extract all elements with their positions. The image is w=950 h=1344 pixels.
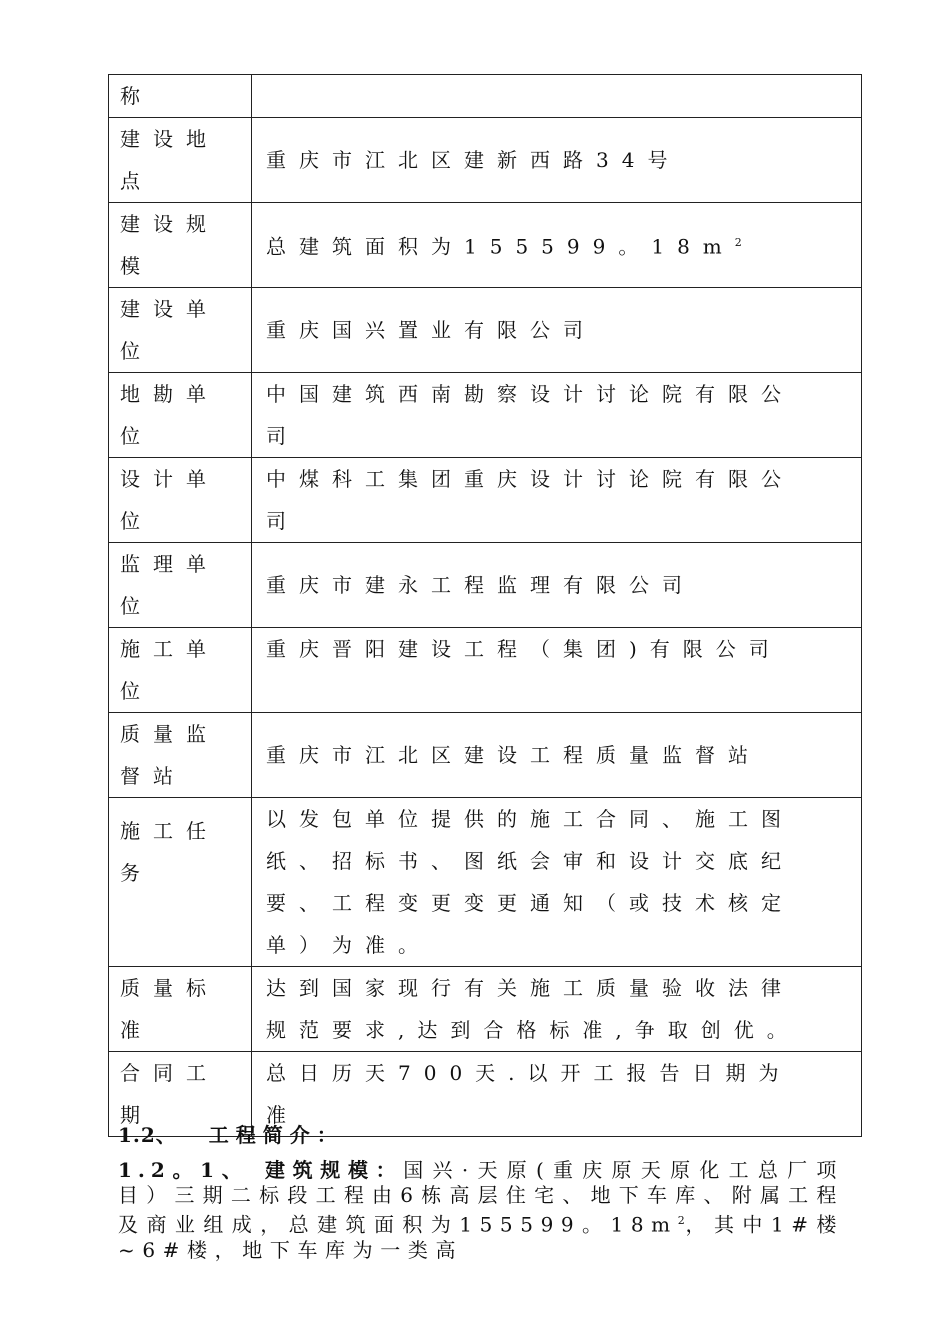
table-row [109,288,862,373]
row-value: 中煤科工集团重庆设计讨论院有限公司 [252,458,862,543]
row-value: 中国建筑西南勘察设计讨论院有限公司 [252,373,862,458]
table-row [109,458,862,543]
row-value [252,75,862,118]
row-label: 施工任务 [109,798,252,967]
section-number: 1.2、 [118,1123,177,1147]
area-unit-superscript: 2 [677,1214,685,1227]
row-value: 总日历天700天.以开工报告日期为准 [252,1052,862,1137]
row-label: 建设单位 [109,288,252,373]
paragraph-text-continued: ，其中1#楼~6#楼，地下车库为一类高 [118,1212,844,1262]
row-value [252,203,862,288]
subsection-title: 建筑规模： [264,1158,404,1182]
row-label: 质量标准 [109,967,252,1052]
row-value: 重庆晋阳建设工程（集团)有限公司 [252,628,862,713]
area-unit-superscript: 2 [734,236,742,250]
row-label: 监理单位 [109,543,252,628]
row-label: 称 [109,75,252,118]
subsection-number: 1.2。1、 [118,1158,250,1182]
project-info-table [108,74,862,1137]
table-row [109,798,862,967]
row-value: 重庆市江北区建设工程质量监督站 [252,713,862,798]
table-row [109,373,862,458]
row-value: 重庆市江北区建新西路34号 [252,118,862,203]
section-heading [118,1120,344,1150]
table-row [109,543,862,628]
row-value: 以发包单位提供的施工合同、施工图纸、招标书、图纸会审和设计交底纪要、工程变更变更通知（或技术核定单）为准。 [252,798,862,967]
row-label: 质量监督站 [109,713,252,798]
row-label: 建设地点 [109,118,252,203]
building-area-text: 总建筑面积为155599。18m [266,234,735,259]
row-value: 重庆市建永工程监理有限公司 [252,543,862,628]
row-label: 建设规模 [109,203,252,288]
paragraph-text: 国兴·天原(重庆原天原化工总厂项目）三期二标段工程由6栋高层住宅、地下车库、附属工程及商业组成，总建筑面积为155599。18m [118,1158,844,1237]
row-value: 重庆国兴置业有限公司 [252,288,862,373]
body-paragraph [118,1158,844,1263]
table-row [109,75,862,118]
table-row [109,967,862,1052]
row-label: 施工单位 [109,628,252,713]
table-row [109,118,862,203]
table-row [109,628,862,713]
row-label: 地勘单位 [109,373,252,458]
table-row [109,203,862,288]
row-label: 合同工期 [109,1052,252,1137]
row-label: 设计单位 [109,458,252,543]
row-value: 达到国家现行有关施工质量验收法律规范要求,达到合格标准,争取创优。 [252,967,862,1052]
section-title: 工程简介： [208,1123,344,1147]
table-row [109,713,862,798]
